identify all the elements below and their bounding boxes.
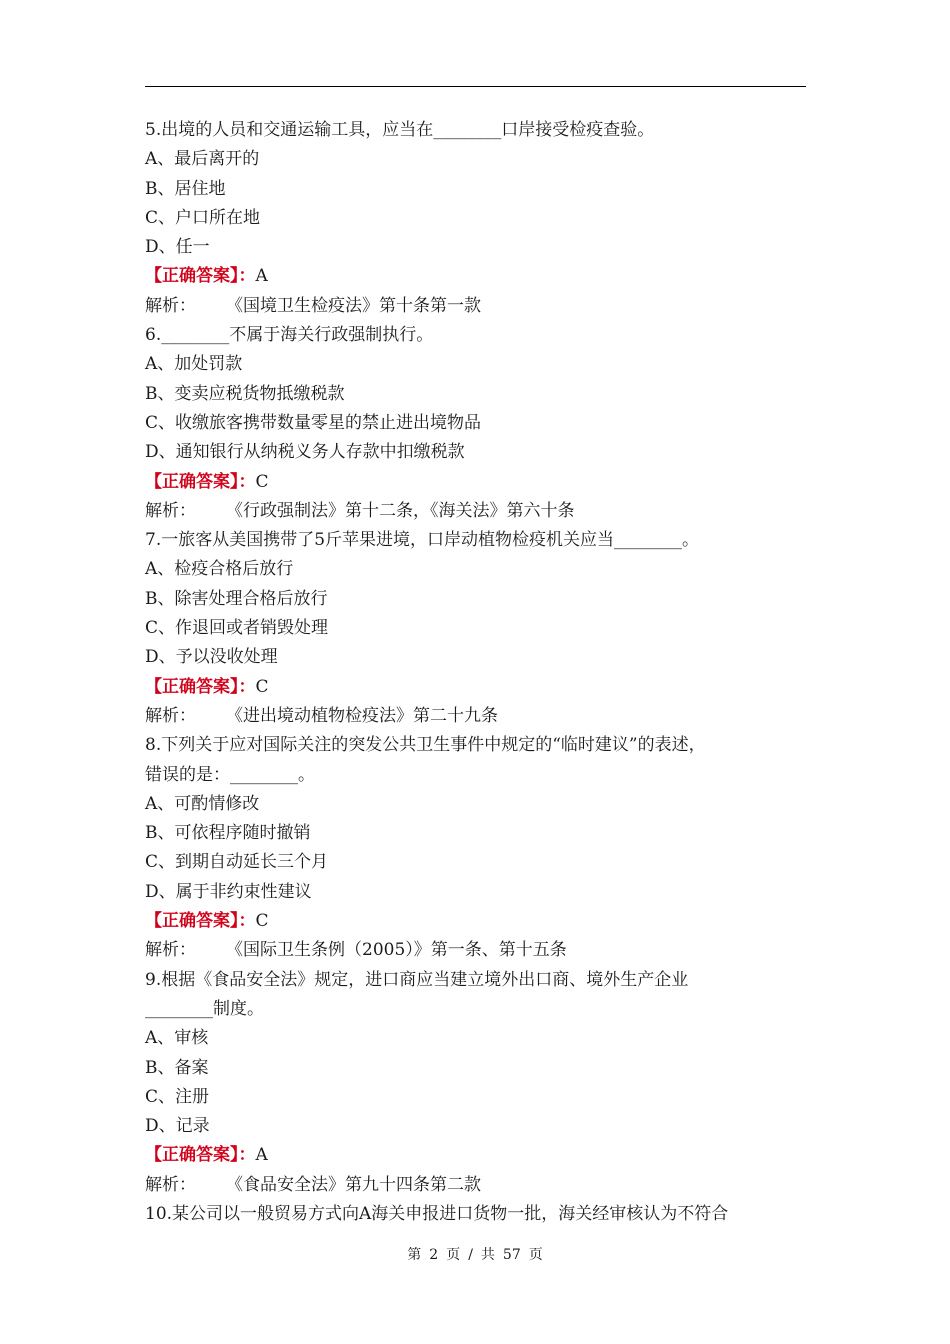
analysis-line: [145, 702, 810, 731]
option-c: C、户口所在地: [145, 207, 261, 228]
answer-label: 【正确答案】：: [145, 911, 256, 932]
answer-line: [145, 468, 810, 497]
question-block: [145, 966, 810, 1200]
analysis-label: 解析：: [145, 1174, 196, 1195]
option-a: A、最后离开的: [145, 149, 260, 170]
answer-value: A: [255, 266, 268, 287]
analysis-label: 解析：: [145, 295, 196, 316]
question-stem: 10.某公司以一般贸易方式向A海关申报进口货物一批，海关经审核认为不符合: [145, 1203, 729, 1224]
answer-value: A: [255, 1145, 268, 1166]
footer-page-unit: 页: [446, 1247, 461, 1263]
option-b: B、可依程序随时撤销: [145, 823, 311, 844]
option-a: A、审核: [145, 1028, 209, 1049]
answer-label: 【正确答案】：: [145, 266, 256, 287]
analysis-label: 解析：: [145, 940, 196, 961]
question-block: [145, 731, 810, 965]
footer-total-prefix: 共: [480, 1247, 495, 1263]
option-a: A、可酌情修改: [145, 793, 260, 814]
question-stem: 8.下列关于应对国际关注的突发公共卫生事件中规定的“临时建议”的表述，: [145, 735, 706, 756]
analysis-text: 《食品安全法》第九十四条第二款: [226, 1174, 481, 1195]
answer-label: 【正确答案】：: [145, 676, 256, 697]
analysis-line: [145, 292, 810, 321]
option-a: A、检疫合格后放行: [145, 559, 294, 580]
analysis-line: [145, 936, 810, 965]
answer-label: 【正确答案】：: [145, 471, 256, 492]
answer-line: [145, 1141, 810, 1170]
question-block: [145, 1200, 810, 1229]
option-b: B、除害处理合格后放行: [145, 588, 328, 609]
option-d: D、属于非约束性建议: [145, 881, 312, 902]
analysis-line: [145, 1171, 810, 1200]
answer-line: [145, 262, 810, 291]
question-stem: 7.一旅客从美国携带了5斤苹果进境，口岸动植物检疫机关应当________。: [145, 530, 700, 551]
analysis-text: 《国境卫生检疫法》第十条第一款: [226, 295, 481, 316]
analysis-line: [145, 497, 810, 526]
option-b: B、变卖应税货物抵缴税款: [145, 383, 345, 404]
question-block: [145, 321, 810, 526]
analysis-text: 《国际卫生条例（2005）》第一条、第十五条: [226, 940, 567, 961]
answer-line: [145, 673, 810, 702]
question-block: [145, 526, 810, 731]
question-stem-continued: 错误的是：________。: [145, 764, 315, 785]
analysis-label: 解析：: [145, 500, 196, 521]
option-d: D、予以没收处理: [145, 647, 278, 668]
option-a: A、加处罚款: [145, 354, 243, 375]
analysis-label: 解析：: [145, 705, 196, 726]
question-block: [145, 116, 810, 321]
option-c: C、注册: [145, 1086, 210, 1107]
option-b: B、备案: [145, 1057, 209, 1078]
header-rule: [145, 86, 806, 87]
option-c: C、作退回或者销毁处理: [145, 618, 329, 639]
question-stem: 6.________不属于海关行政强制执行。: [145, 325, 434, 346]
total-pages: 57: [502, 1247, 521, 1263]
answer-value: C: [255, 471, 269, 492]
page-footer: [0, 1244, 950, 1264]
footer-separator: /: [468, 1247, 473, 1263]
question-stem: 5.出境的人员和交通运输工具，应当在________口岸接受检疫查验。: [145, 120, 655, 140]
question-stem-continued: ________制度。: [145, 998, 264, 1019]
option-b: B、居住地: [145, 178, 226, 199]
page-number: 2: [429, 1247, 439, 1263]
footer-prefix: 第: [407, 1247, 422, 1263]
analysis-text: 《进出境动植物检疫法》第二十九条: [226, 705, 498, 726]
option-d: D、记录: [145, 1116, 210, 1137]
analysis-text: 《行政强制法》第十二条，《海关法》第六十条: [226, 500, 575, 521]
option-c: C、到期自动延长三个月: [145, 852, 329, 873]
question-stem: 9.根据《食品安全法》规定，进口商应当建立境外出口商、境外生产企业: [145, 969, 689, 990]
option-d: D、任一: [145, 237, 210, 258]
option-c: C、收缴旅客携带数量零星的禁止进出境物品: [145, 412, 482, 433]
answer-value: C: [255, 676, 269, 697]
answer-line: [145, 907, 810, 936]
answer-label: 【正确答案】：: [145, 1145, 256, 1166]
answer-value: C: [255, 911, 269, 932]
document-body: [145, 116, 810, 1229]
option-d: D、通知银行从纳税义务人存款中扣缴税款: [145, 442, 465, 463]
footer-total-unit: 页: [528, 1247, 543, 1263]
